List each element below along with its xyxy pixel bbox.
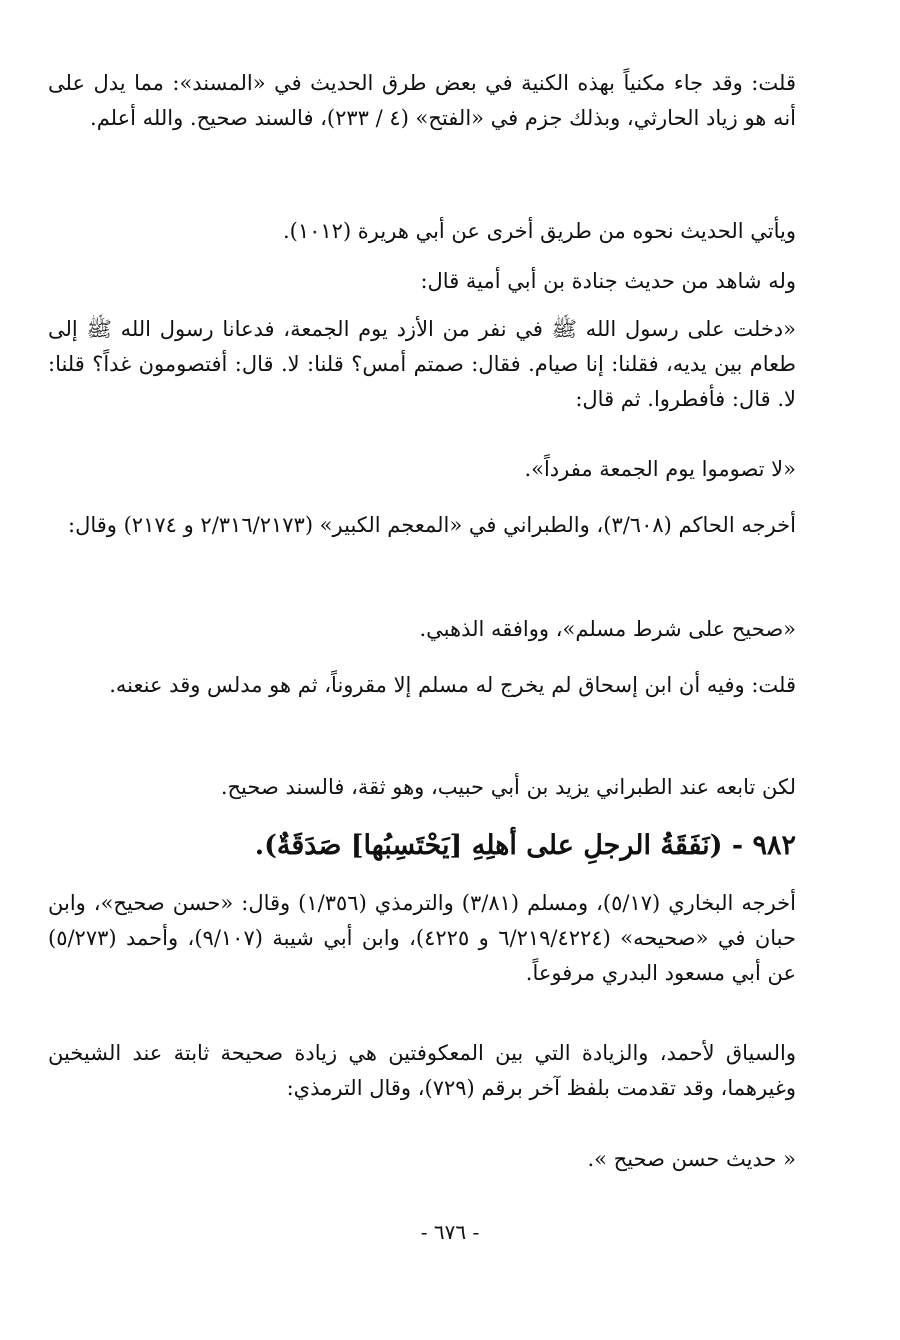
paragraph-3: وله شاهد من حديث جنادة بن أبي أمية قال: — [420, 269, 796, 293]
hadith-heading: ٩٨٢ - (نَفَقَةُ الرجلِ على أهلِهِ [يَحْتَسِبُها] صَدَقَةٌ). — [254, 830, 796, 861]
qultu-paragraph: قلت: وفيه أن ابن إسحاق لم يخرج له مسلم إلا مقروناً، ثم هو مدلس وقد عنعنه. — [109, 673, 796, 697]
hadith-quote: «دخلت على رسول الله ﷺ في نفر من الأزد يوم الجمعة، فدعانا رسول الله ﷺ إلى طعام بين يديه، فقلنا: إنا صيام. فقال: صمتم أمس؟ قلنا: لا. قال: أفتصومون غداً؟ قلنا: لا. قال: فأفطروا. ثم قال: — [48, 317, 796, 411]
mutaba-paragraph: لكن تابعه عند الطبراني يزيد بن أبي حبيب، وهو ثقة، فالسند صحيح. — [220, 775, 796, 799]
page-number: - ٦٧٦ - — [420, 1220, 480, 1244]
tirmidhi-quote: « حديث حسن صحيح ». — [587, 1147, 796, 1171]
paragraph-2: ويأتي الحديث نحوه من طريق أخرى عن أبي هريرة (١٠١٢). — [282, 219, 796, 243]
paragraph-1: قلت: وقد جاء مكنياً بهذه الكنية في بعض طرق الحديث في «المسند»: مما يدل على أنه هو زياد الحارثي، وبذلك جزم في «الفتح» (٤ / ٢٣٣)، فالسند صحيح. والله أعلم. — [48, 71, 796, 130]
siyaq-paragraph: والسياق لأحمد، والزيادة التي بين المعكوفتين هي زيادة صحيحة ثابتة عند الشيخين وغيرهما، وقد تقدمت بلفظ آخر برقم (٧٢٩)، وقال الترمذي: — [48, 1041, 796, 1100]
hakim-quote: «صحيح على شرط مسلم»، ووافقه الذهبي. — [419, 617, 796, 641]
takhrij-paragraph: أخرجه الحاكم (٣/٦٠٨)، والطبراني في «المعجم الكبير» (٢/٣١٦/٢١٧٣ و ٢١٧٤) وقال: — [68, 513, 796, 537]
takhrij-paragraph-2: أخرجه البخاري (٥/١٧)، ومسلم (٣/٨١) والترمذي (١/٣٥٦) وقال: «حسن صحيح»، وابن حبان في «صحيحه» (٦/٢١٩/٤٢٢٤ و ٤٢٢٥)، وابن أبي شيبة (٩/١٠٧)، وأحمد (٥/٢٧٣) عن أبي مسعود البدري مرفوعاً. — [48, 891, 796, 985]
hadith-quote-end: «لا تصوموا يوم الجمعة مفرداً». — [524, 457, 796, 481]
